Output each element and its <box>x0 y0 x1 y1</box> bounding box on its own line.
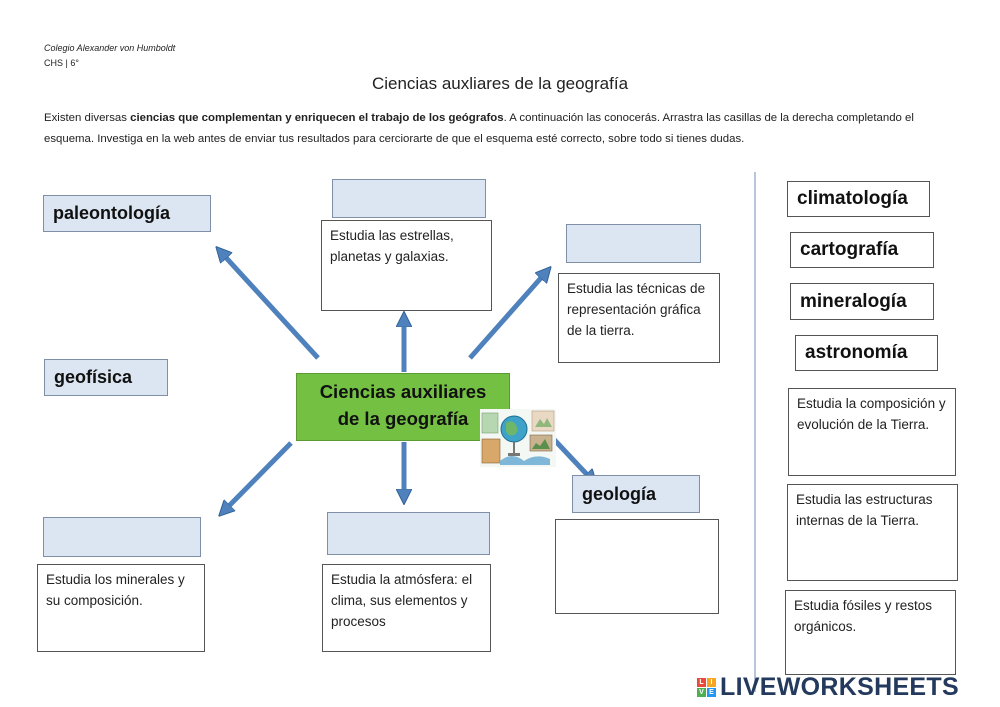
liveworksheets-logo <box>697 673 959 702</box>
logo-text: LIVEWORKSHEETS <box>720 673 959 701</box>
center-concept-box <box>296 373 510 441</box>
center-title-line1: Ciencias auxiliares <box>319 381 487 402</box>
school-name: Colegio Alexander von Humboldt <box>44 43 176 53</box>
draggable-desc-estructuras[interactable]: Estudia las estructuras internas de la Tierra. <box>787 484 958 581</box>
drop-slot-tecnicas[interactable] <box>566 224 701 263</box>
instructions-bold: ciencias que complementan y enriquecen el trabajo de los geógrafos <box>130 112 504 124</box>
geography-collage-image <box>480 409 556 467</box>
desc-atmosfera: Estudia la atmósfera: el clima, sus elementos y procesos <box>322 564 491 652</box>
course-label: CHS | 6° <box>44 58 79 68</box>
draggable-climatologia[interactable]: climatología <box>787 181 930 217</box>
instructions-part2: . A continuación las conocerás. Arrastra las casillas de la derecha completando el esquema. Investiga en la web antes de enviar tus resultados para cerciorarte de que el esquema esté correcto, sobre todo si tienes dudas. <box>44 112 914 145</box>
desc-estrellas: Estudia las estrellas, planetas y galaxias. <box>321 220 492 311</box>
drop-slot-atmosfera[interactable] <box>327 512 490 555</box>
label-geofisica: geofísica <box>44 359 168 396</box>
draggable-astronomia[interactable]: astronomía <box>795 335 938 371</box>
label-paleontologia: paleontología <box>43 195 211 232</box>
instructions-part1: Existen diversas <box>44 112 131 124</box>
center-title-line2: de la geografía <box>337 408 469 429</box>
drop-slot-geologia-desc[interactable] <box>555 519 719 614</box>
arrow-to-paleontologia <box>219 250 318 358</box>
draggable-desc-fosiles[interactable]: Estudia fósiles y restos orgánicos. <box>785 590 956 675</box>
desc-minerales: Estudia los minerales y su composición. <box>37 564 205 652</box>
draggable-cartografia[interactable]: cartografía <box>790 232 934 268</box>
desc-tecnicas: Estudia las técnicas de representación gráfica de la tierra. <box>558 273 720 363</box>
arrow-to-mineralogy <box>222 443 291 513</box>
draggable-desc-composicion[interactable]: Estudia la composición y evolución de la Tierra. <box>788 388 956 476</box>
drop-slot-estrellas[interactable] <box>332 179 486 218</box>
logo-mark-icon: L I V E <box>697 678 716 697</box>
label-geologia: geología <box>572 475 700 513</box>
draggable-mineralogia[interactable]: mineralogía <box>790 283 934 320</box>
column-divider <box>754 172 756 692</box>
worksheet-title: Ciencias auxliares de la geografía <box>371 74 629 93</box>
drop-slot-minerales[interactable] <box>43 517 201 557</box>
